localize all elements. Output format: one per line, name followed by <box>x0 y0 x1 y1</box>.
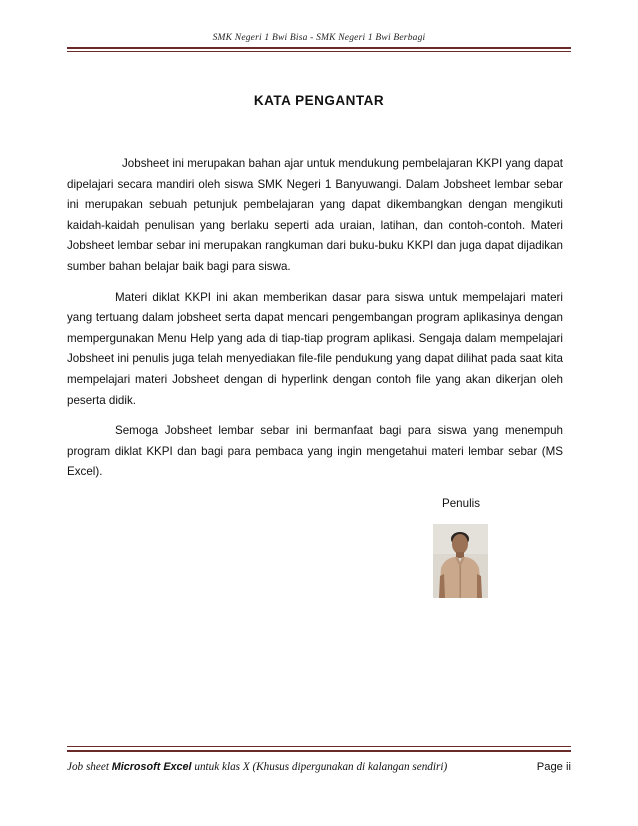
header-rule-thin <box>67 51 571 52</box>
page-number: Page ii <box>536 761 571 773</box>
footer-prefix: Job sheet <box>67 761 112 773</box>
header-rule-thick <box>67 47 571 49</box>
running-header: SMK Negeri 1 Bwi Bisa - SMK Negeri 1 Bwi Berbagi <box>212 33 426 43</box>
paragraph-1: Jobsheet ini merupakan bahan ajar untuk mendukung pembelajaran KKPI yang dapat dipelajari secara mandiri oleh siswa SMK Negeri 1 Banyuwangi. Dalam Jobsheet lembar sebar ini merupakan sebuah petunjuk pembelajaran yang dapat dikembangkan dengan mengikuti kaidah-kaidah penulisan yang berlaku seperti ada uraian, latihan, dan contoh-contoh. Materi Jobsheet lembar sebar ini merupakan rangkuman dari buku-buku KKPI dan juga dapat dijadikan sumber bahan belajar baik bagi para siswa. <box>67 157 563 273</box>
footer-bold-title: Microsoft Excel <box>111 761 192 773</box>
footer-suffix: untuk klas X (Khusus dipergunakan di kalangan sendiri) <box>191 761 448 773</box>
footer-rule-thick <box>67 750 571 752</box>
paragraph-3: Semoga Jobsheet lembar sebar ini bermanfaat bagi para siswa yang menempuh program diklat KKPI dan bagi para pembaca yang ingin mengetahui materi lembar sebar (MS Excel). <box>67 424 563 479</box>
footer-text <box>67 761 447 773</box>
page-title: KATA PENGANTAR <box>253 93 385 108</box>
body-text <box>67 154 563 493</box>
signature-label: Penulis <box>442 497 481 510</box>
footer-rule-thin <box>67 746 571 747</box>
paragraph-2: Materi diklat KKPI ini akan memberikan dasar para siswa untuk mempelajari materi yang tertuang dalam jobsheet serta dapat mencari pengembangan program aplikasinya dengan mempergunakan Menu Help yang ada di tiap-tiap program aplikasi. Sengaja dalam mempelajari Jobsheet ini penulis juga telah menyediakan file-file pendukung yang dapat dilihat pada saat kita mempelajari materi Jobsheet dengan di hyperlink dengan contoh file yang akan dikerjan oleh peserta didik. <box>67 290 563 407</box>
author-photo <box>433 524 488 598</box>
